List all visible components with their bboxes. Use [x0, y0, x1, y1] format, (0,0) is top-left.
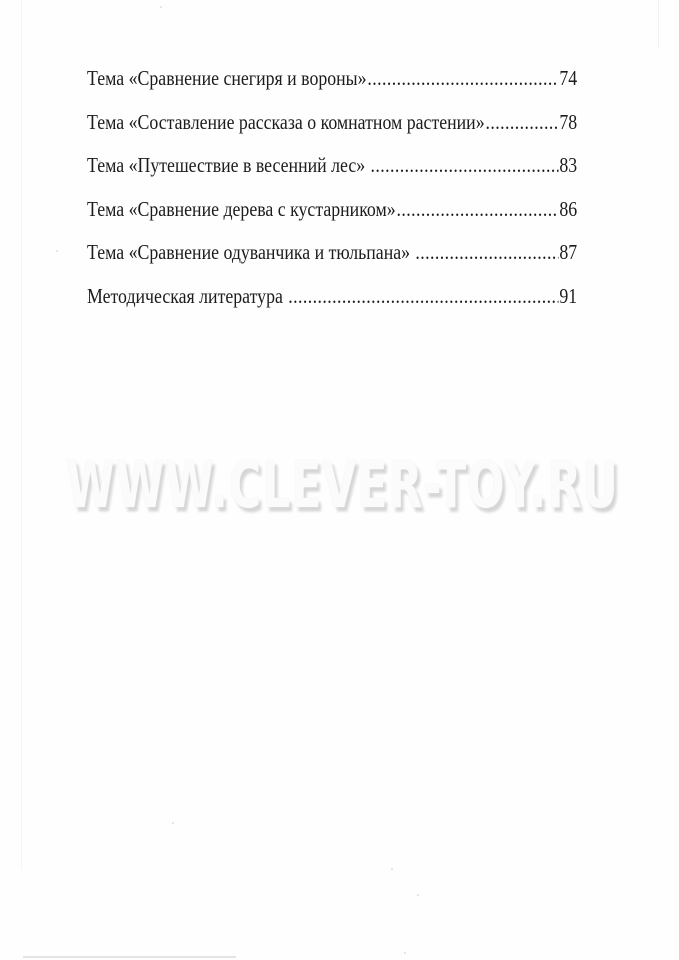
table-of-contents [87, 65, 665, 326]
scan-speck [404, 952, 406, 954]
dot-leader [288, 283, 558, 309]
toc-entry [87, 283, 577, 309]
scan-speck [391, 868, 393, 870]
scan-edge-left [21, 0, 22, 870]
toc-entry [87, 239, 577, 265]
scan-speck [56, 250, 58, 252]
scan-speck [172, 822, 174, 824]
toc-entry [87, 196, 577, 222]
toc-entry-title: Тема «Сравнение дерева с кустарником» [87, 196, 396, 221]
dot-leader [485, 109, 558, 135]
toc-entry-page-number: 86 [559, 196, 578, 221]
toc-entry [87, 109, 577, 135]
toc-entry-title: Тема «Сравнение одуванчика и тюльпана» [87, 240, 415, 264]
toc-entry-title: Методическая литература [87, 283, 288, 308]
scan-speck [417, 894, 419, 896]
toc-entry-title: Тема «Составление рассказа о комнатном растении» [87, 109, 485, 134]
toc-entry-page-number: 83 [559, 153, 578, 177]
toc-entry-title: Тема «Сравнение снегиря и вороны» [87, 66, 367, 90]
toc-entry-title: Тема «Путешествие в весенний лес» [87, 153, 370, 177]
dot-leader [370, 152, 558, 178]
scan-speck [160, 6, 162, 8]
toc-entry-page-number: 78 [559, 109, 578, 134]
dot-leader [415, 239, 558, 265]
toc-entry [87, 152, 577, 178]
dot-leader [367, 65, 558, 91]
toc-entry [87, 65, 577, 91]
toc-entry-page-number: 91 [559, 283, 578, 308]
toc-entry-page-number: 87 [559, 240, 578, 264]
scan-speck [99, 160, 101, 162]
scan-edge-bottom [23, 956, 236, 958]
scan-edge-right [658, 0, 659, 48]
watermark-text: WWW.CLEVER-TOY.RU [66, 449, 619, 524]
dot-leader [397, 196, 559, 222]
toc-entry-page-number: 74 [559, 66, 578, 90]
